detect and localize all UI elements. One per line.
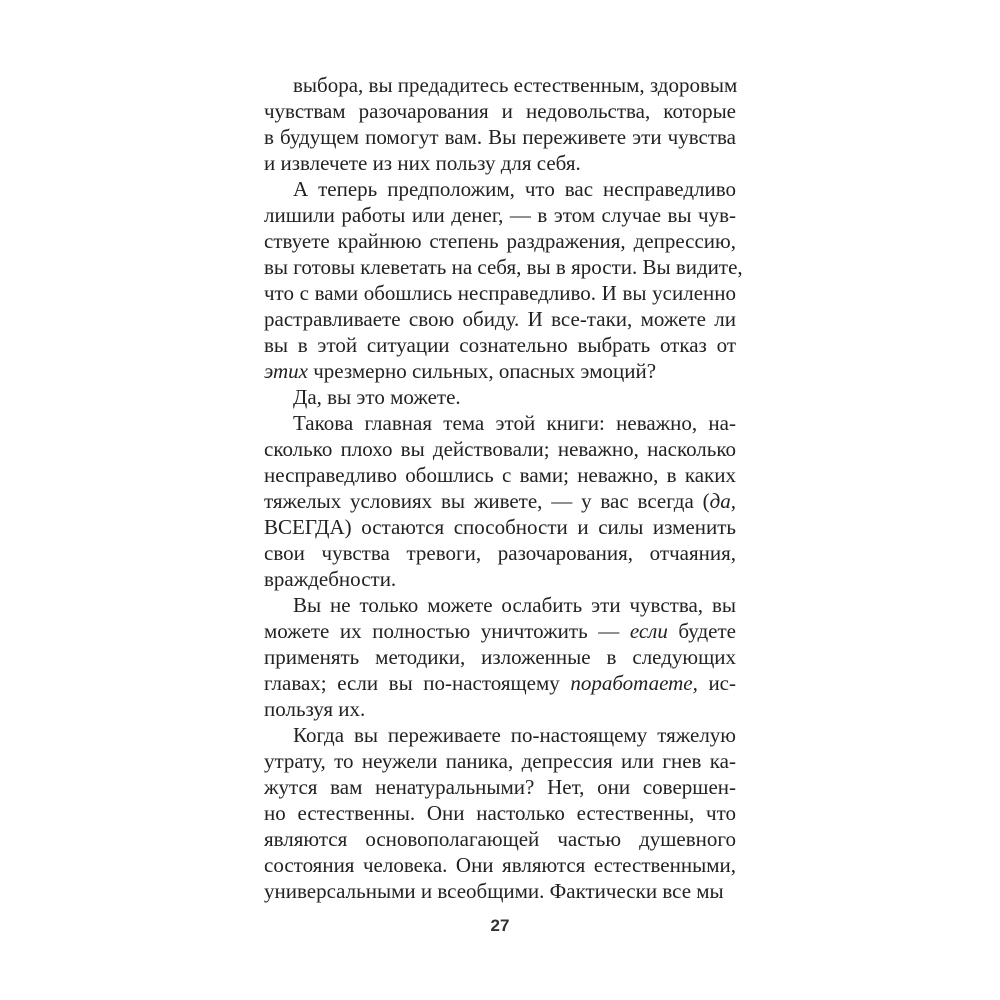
- italic-text: если: [629, 619, 668, 643]
- text-line: [264, 124, 736, 150]
- text-run: Да, вы это можете.: [293, 385, 461, 409]
- text-run: вы в этой ситуации сознательно выбрать отказ от: [264, 333, 736, 357]
- text-line: [264, 202, 736, 228]
- text-line: [264, 410, 736, 436]
- text-run: пользуя их.: [264, 697, 366, 721]
- text-run: ВСЕГДА) остаются способности и силы изменить: [264, 515, 736, 539]
- italic-text: этих: [264, 359, 308, 383]
- text-line: [264, 618, 736, 644]
- text-line: [264, 774, 736, 800]
- text-run: главах; если вы по-настоящему: [264, 671, 571, 695]
- text-run: можете их полностью уничтожить —: [264, 619, 630, 643]
- text-run: сколько плохо вы действовали; неважно, насколько: [264, 437, 736, 461]
- text-line: [264, 878, 736, 904]
- text-line: [264, 748, 736, 774]
- text-line: [264, 722, 736, 748]
- text-run: выбора, вы предадитесь естественным, здоровым: [293, 73, 738, 97]
- text-line: [264, 280, 736, 306]
- text-line: [264, 358, 736, 384]
- text-line: [264, 540, 736, 566]
- text-run: но естественны. Они настолько естественны, что: [264, 801, 736, 825]
- paragraph: [264, 384, 736, 410]
- paragraph: [264, 722, 736, 904]
- text-line: [264, 98, 736, 124]
- text-line: [264, 384, 736, 410]
- text-run: состояния человека. Они являются естественными,: [264, 853, 736, 877]
- text-line: [264, 670, 736, 696]
- text-run: универсальными и всеобщими. Фактически все мы: [264, 879, 724, 903]
- text-run: Когда вы переживаете по-настоящему тяжелую: [293, 723, 736, 747]
- text-run: чувствам разочарования и недовольства, которые: [264, 99, 736, 123]
- text-line: [264, 644, 736, 670]
- text-run: жутся вам ненатуральными? Нет, они совершен-: [264, 775, 736, 799]
- text-run: ис-: [697, 671, 736, 695]
- text-run: в будущем помогут вам. Вы переживете эти чувства: [264, 125, 736, 149]
- text-line: [264, 228, 736, 254]
- text-run: что с вами обошлись несправедливо. И вы усиленно: [264, 281, 736, 305]
- text-run: несправедливо обошлись с вами; неважно, в каких: [264, 463, 736, 487]
- text-line: [264, 332, 736, 358]
- text-run: являются основополагающей частью душевного: [264, 827, 736, 851]
- text-run: лишили работы или денег, — в этом случае вы чув-: [264, 203, 736, 227]
- text-line: [264, 176, 736, 202]
- text-line: [264, 696, 736, 722]
- italic-text: да,: [709, 489, 736, 513]
- text-run: утрату, то неужели паника, депрессия или гнев ка-: [264, 749, 736, 773]
- text-run: А теперь предположим, что вас несправедливо: [293, 177, 736, 201]
- text-run: чрезмерно сильных, опасных эмоций?: [307, 359, 657, 383]
- text-line: [264, 800, 736, 826]
- text-run: применять методики, изложенные в следующих: [264, 645, 736, 669]
- paragraph: [264, 592, 736, 722]
- text-line: [264, 852, 736, 878]
- paragraph: [264, 410, 736, 592]
- text-line: [264, 150, 736, 176]
- text-run: и извлечете из них пользу для себя.: [264, 151, 581, 175]
- text-line: [264, 306, 736, 332]
- text-run: вы готовы клеветать на себя, вы в ярости. Вы видите,: [264, 255, 743, 279]
- text-line: [264, 488, 736, 514]
- text-run: будете: [667, 619, 736, 643]
- text-run: растравливаете свою обиду. И все-таки, можете ли: [264, 307, 736, 331]
- text-run: враждебности.: [264, 567, 397, 591]
- paragraph: [264, 72, 736, 176]
- italic-text: поработаете,: [570, 671, 698, 695]
- body-text: [264, 72, 743, 904]
- text-line: [264, 826, 736, 852]
- page-number: 27: [490, 916, 510, 935]
- text-line: [264, 254, 743, 280]
- text-line: [264, 72, 736, 98]
- text-run: ствуете крайнюю степень раздражения, депрессию,: [264, 229, 736, 253]
- text-line: [264, 514, 736, 540]
- text-run: Такова главная тема этой книги: неважно, на-: [293, 411, 736, 435]
- text-line: [264, 462, 736, 488]
- text-line: [264, 566, 736, 592]
- text-line: [264, 436, 736, 462]
- text-run: свои чувства тревоги, разочарования, отчаяния,: [264, 541, 736, 565]
- paragraph: [264, 176, 743, 384]
- text-run: Вы не только можете ослабить эти чувства, вы: [293, 593, 736, 617]
- text-line: [264, 592, 736, 618]
- text-run: тяжелых условиях вы живете, — у вас всегда (: [264, 489, 710, 513]
